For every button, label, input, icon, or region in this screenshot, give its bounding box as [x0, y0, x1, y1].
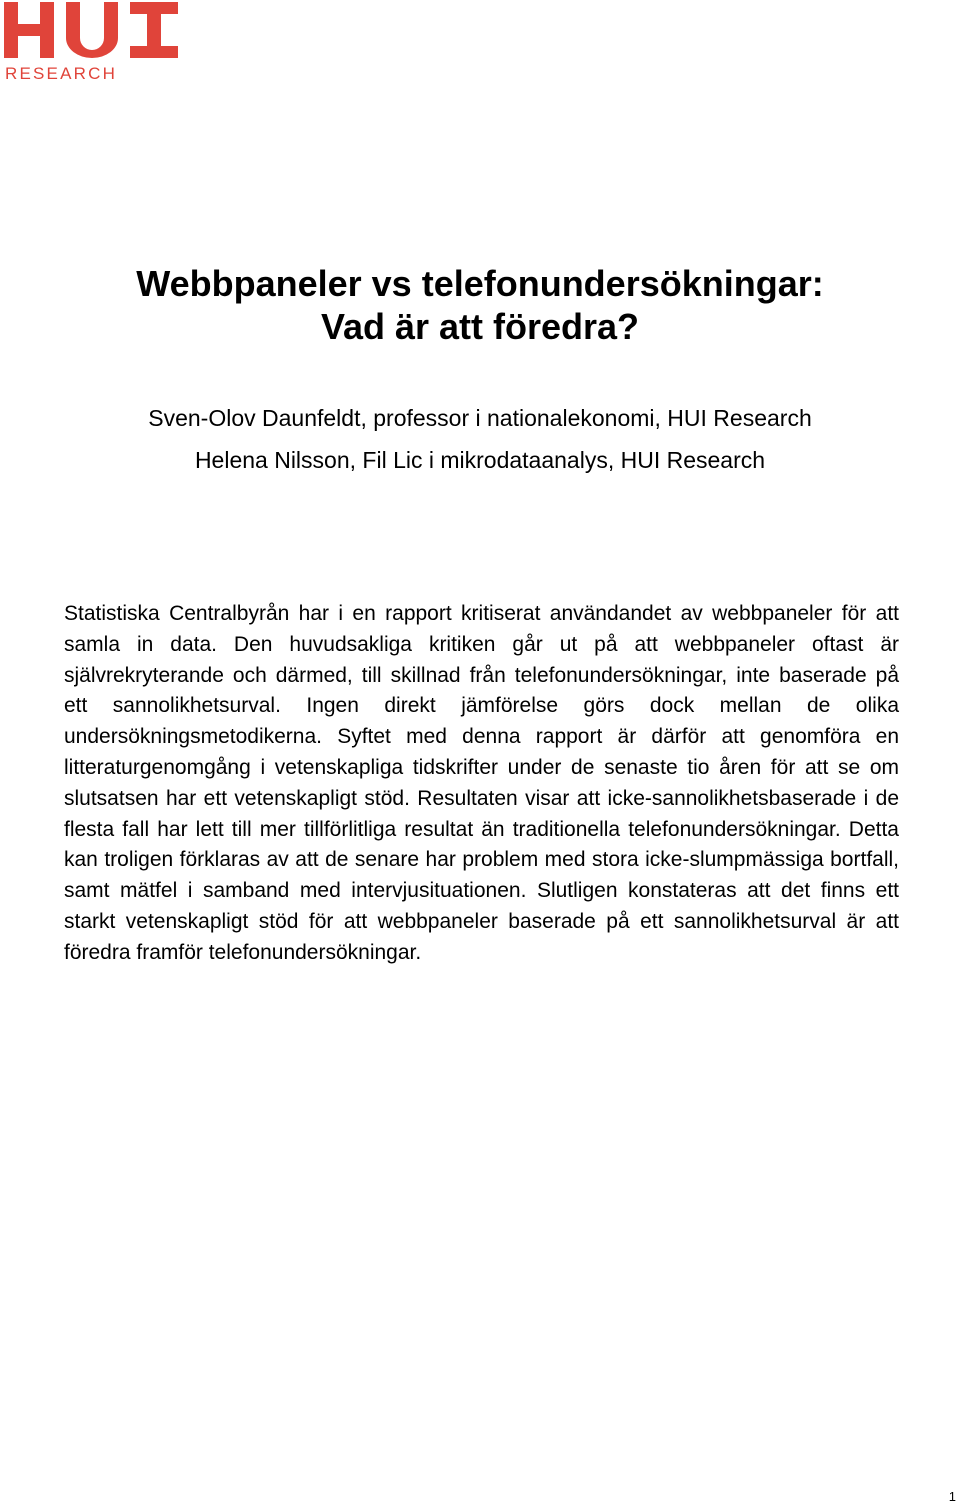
- hui-research-logo: [4, 0, 184, 90]
- author-2: Helena Nilsson, Fil Lic i mikrodataanalys, HUI Research: [194, 447, 766, 473]
- logo-subtext: RESEARCH: [5, 64, 118, 83]
- authors-block: [0, 397, 960, 481]
- document-title: [0, 262, 960, 348]
- author-1: Sven-Olov Daunfeldt, professor i nationalekonomi, HUI Research: [148, 405, 812, 431]
- title-line-1: Webbpaneler vs telefonundersökningar:: [136, 263, 824, 304]
- abstract-paragraph: Statistiska Centralbyrån har i en rapport kritiserat användandet av webbpaneler för att samla in data. Den huvudsakliga kritiken går ut på att webbpaneler oftast är självrekryterande och därmed, till skillnad från telefonundersökningar, inte baserade på ett sannolikhetsurval. Ingen direkt jämförelse görs dock mellan de olika undersökningsmetodikerna. Syftet med denna rapport är därför att genomföra en litteraturgenomgång i vetenskapliga tidskrifter under de senaste tio åren för att se om slutsatsen har ett vetenskapligt stöd. Resultaten visar att icke-sannolikhetsbaserade i de flesta fall har lett till mer tillförlitliga resultat än traditionella telefonundersökningar. Detta kan troligen förklaras av att de senare har problem med stora icke-slumpmässiga bortfall, samt mätfel i samband med intervjusituationen. Slutligen konstateras att det finns ett starkt vetenskapligt stöd för att webbpaneler baserade på ett sannolikhetsurval är att föredra framför telefonundersökningar.: [64, 602, 899, 964]
- title-line-2: Vad är att föredra?: [320, 306, 640, 347]
- page-number: 1: [948, 1489, 956, 1504]
